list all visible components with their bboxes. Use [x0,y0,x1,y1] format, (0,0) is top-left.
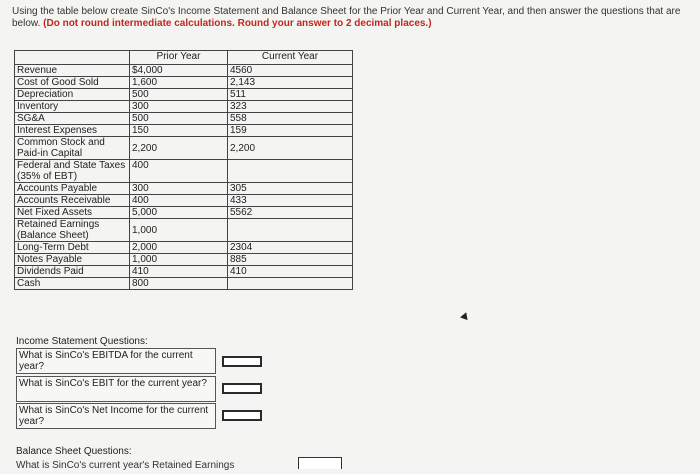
table-row [15,65,353,77]
row-current: 885 [228,254,353,266]
table-row [15,89,353,101]
row-current: 159 [228,125,353,137]
row-prior: 1,000 [130,219,228,242]
row-prior: 150 [130,125,228,137]
row-current: 305 [228,183,353,195]
row-label: Retained Earnings (Balance Sheet) [15,219,130,242]
row-current: 2304 [228,242,353,254]
question-ebit: What is SinCo's EBIT for the current year? [16,376,216,402]
row-prior: $4,000 [130,65,228,77]
balance-questions-title: Balance Sheet Questions: [16,446,132,457]
instructions [12,6,692,30]
row-current: 558 [228,113,353,125]
row-label: SG&A [15,113,130,125]
table-row [15,137,353,160]
table-row [15,207,353,219]
row-prior: 300 [130,101,228,113]
table-row [15,160,353,183]
row-label: Cash [15,278,130,290]
row-current: 2,200 [228,137,353,160]
header-label [15,51,130,65]
table-row [15,113,353,125]
table-header-row [15,51,353,65]
income-questions-title: Income Statement Questions: [16,336,148,347]
row-label: Notes Payable [15,254,130,266]
row-label: Accounts Payable [15,183,130,195]
row-label: Depreciation [15,89,130,101]
row-label: Common Stock and Paid-in Capital [15,137,130,160]
table-row [15,266,353,278]
row-prior: 2,000 [130,242,228,254]
question-ebitda: What is SinCo's EBITDA for the current year? [16,348,216,374]
question-net-income: What is SinCo's Net Income for the current year? [16,403,216,429]
table-row [15,77,353,89]
row-label: Long-Term Debt [15,242,130,254]
header-prior-year: Prior Year [130,51,228,65]
retained-earnings-answer-input[interactable] [298,457,342,469]
row-label: Inventory [15,101,130,113]
row-current: 323 [228,101,353,113]
row-current [228,278,353,290]
table-row [15,219,353,242]
row-prior: 500 [130,113,228,125]
data-table [14,50,353,290]
row-current: 4560 [228,65,353,77]
table-row [15,254,353,266]
row-prior: 800 [130,278,228,290]
question-retained-earnings: What is SinCo's current year's Retained Earnings [16,460,235,471]
instructions-text: Using the table below create SinCo's Income Statement and Balance Sheet for the Prior Year and Current Year, and then answer the questions that are below. [12,6,681,29]
row-label: Revenue [15,65,130,77]
row-current [228,160,353,183]
row-label: Interest Expenses [15,125,130,137]
mouse-cursor-icon [460,311,470,320]
row-current: 410 [228,266,353,278]
instructions-emphasis: (Do not round intermediate calculations. Round your answer to 2 decimal places.) [43,18,432,29]
net-income-answer-input[interactable] [222,410,262,421]
ebitda-answer-input[interactable] [222,356,262,367]
row-label: Cost of Good Sold [15,77,130,89]
row-prior: 300 [130,183,228,195]
row-current [228,219,353,242]
table-row [15,125,353,137]
table-row [15,183,353,195]
row-current: 433 [228,195,353,207]
table-row [15,242,353,254]
row-label: Dividends Paid [15,266,130,278]
row-current: 2,143 [228,77,353,89]
row-label: Federal and State Taxes (35% of EBT) [15,160,130,183]
row-prior: 1,000 [130,254,228,266]
row-prior: 410 [130,266,228,278]
row-prior: 500 [130,89,228,101]
row-current: 511 [228,89,353,101]
row-prior: 2,200 [130,137,228,160]
table-row [15,101,353,113]
row-prior: 400 [130,160,228,183]
ebit-answer-input[interactable] [222,383,262,394]
row-label: Accounts Receivable [15,195,130,207]
table-row [15,278,353,290]
header-current-year: Current Year [228,51,353,65]
row-prior: 5,000 [130,207,228,219]
row-prior: 1,600 [130,77,228,89]
row-prior: 400 [130,195,228,207]
row-label: Net Fixed Assets [15,207,130,219]
table-row [15,195,353,207]
row-current: 5562 [228,207,353,219]
